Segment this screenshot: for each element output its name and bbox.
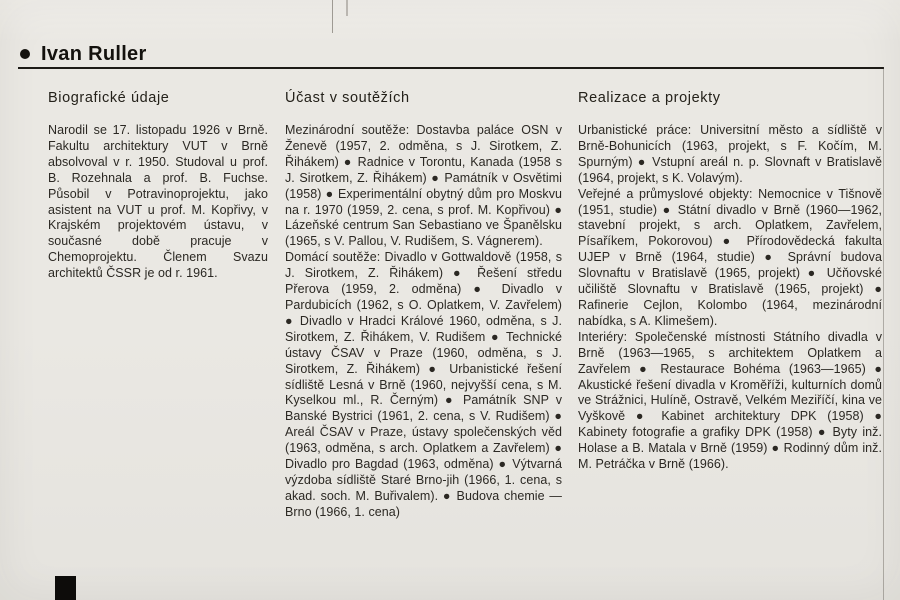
- page-edge-line: [883, 67, 884, 600]
- scan-mark: [55, 576, 76, 600]
- paragraph-urban-works: Urbanistické práce: Universitní město a sídliště v Brně-Bohunicích (1963, projekt, s F. Kočím, M. Spurným) ● Vstupní areál n. p. Slovnaft v Bratislavě (1964, projekt, s K. Volavým).: [578, 123, 882, 185]
- bullet-icon: [20, 49, 30, 59]
- paragraph-domestic-competitions: Domácí soutěže: Divadlo v Gottwaldově (1958, s J. Sirotkem, Z. Řihákem) ● Řešení středu Přerova (1959, 2. odměna) ● Divadlo v Pardubicích (1962, s O. Oplatkem, V. Zavřelem) ● Divadlo v Hradci Králové 1960, odměna, s J. Sirotkem, Z. Řihákem, V. Rudišem ● Technické ústavy ČSAV v Praze (1960, odměna, s J. Sirotkem, Z. Řihákem) ● Urbanistické řešení sídliště Lesná v Brně (1960, nejvyšší cena, s M. Kyselkou ml., R. Černým) ● Památník SNP v Banské Bystrici (1961, 2. cena, s V. Rudišem) ● Areál ČSAV v Praze, ústavy společenských věd (1963, odměna, s arch. Oplatkem a Zavřelem) ● Divadlo pro Bagdad (1963, odměna) ● Výtvarná výzdoba sídliště Staré Brno-jih (1966, 1. cena, s akad. soch. M. Buřivalem). ● Budova chemie — Brno (1966, 1. cena): [285, 250, 562, 519]
- scan-crease: [346, 0, 348, 16]
- page-header: [20, 44, 147, 64]
- column-heading-biography: Biografické údaje: [48, 90, 170, 106]
- column-biography: [48, 90, 268, 521]
- column-competitions: [285, 90, 562, 521]
- paragraph-international-competitions: Mezinárodní soutěže: Dostavba paláce OSN v Ženevě (1957, 2. odměna, s J. Sirotkem, Z. Řihákem) ● Radnice v Torontu, Kanada (1958 s J. Sirotkem, Z. Řihákem) ● Památník v Osvětimi (1958) ● Experimentální obytný dům pro Moskvu na r. 1970 (1959, 2. cena, s prof. M. Kopřivou) ● Lázeňské centrum San Sebastiano ve Španělsku (1965, s V. Pallou, V. Rudišem, S. Vágnerem).: [285, 123, 562, 249]
- header-rule: [18, 67, 884, 69]
- columns-container: [48, 90, 882, 521]
- column-projects: [578, 90, 882, 521]
- paragraph-interiors: Interiéry: Společenské místnosti Státního divadla v Brně (1963—1965, s architektem Oplatkem a Zavřelem ● Restaurace Bohéma (1963—1965) ● Akustické řešení divadla v Kroměříži, kulturních domů ve Strážnici, Hulíně, Ostravě, Velkém Meziříčí, kina ve Vyškově ● Kabinet architektury DPK (1958) ● Kabinety fotografie a grafiky DPK (1958) ● Byty inž. Holase a B. Matala v Brně (1959) ● Rodinný dům inž. M. Petráčka v Brně (1966).: [578, 329, 882, 472]
- column-heading-projects: Realizace a projekty: [578, 90, 721, 106]
- page-title: Ivan Ruller: [41, 43, 147, 65]
- paragraph-public-buildings: Veřejné a průmyslové objekty: Nemocnice v Tišnově (1951, studie) ● Státní divadlo v Brně (1960—1962, stavební projekt, s arch. Oplatkem, Zavřelem, Písaříkem, Pokorovou) ● Přírodovědecká fakulta UJEP v Brně (1964, studie) ● Správní budova Slovnaftu v Bratislavě (1965, projekt) ● Učňovské učiliště Slovnaftu v Bratislavě (1965, projekt) ● Rafinerie Cejlon, Kolombo (1964, mezinárodní nabídka, s A. Klimešem).: [578, 186, 882, 328]
- paragraph-biography: Narodil se 17. listopadu 1926 v Brně. Fakultu architektury VUT v Brně absolvoval v r. 1950. Studoval u prof. B. Rozehnala a prof. B. Fuchse. Působil v Potravinoprojektu, jako asistent na VUT u prof. M. Kopřivy, v Krajském projektovém ústavu, v současné době pracuje v Chemoprojektu. Členem Svazu architektů ČSSR je od r. 1961.: [48, 123, 268, 281]
- column-heading-competitions: Účast v soutěžích: [285, 90, 410, 106]
- scan-crease: [332, 0, 333, 33]
